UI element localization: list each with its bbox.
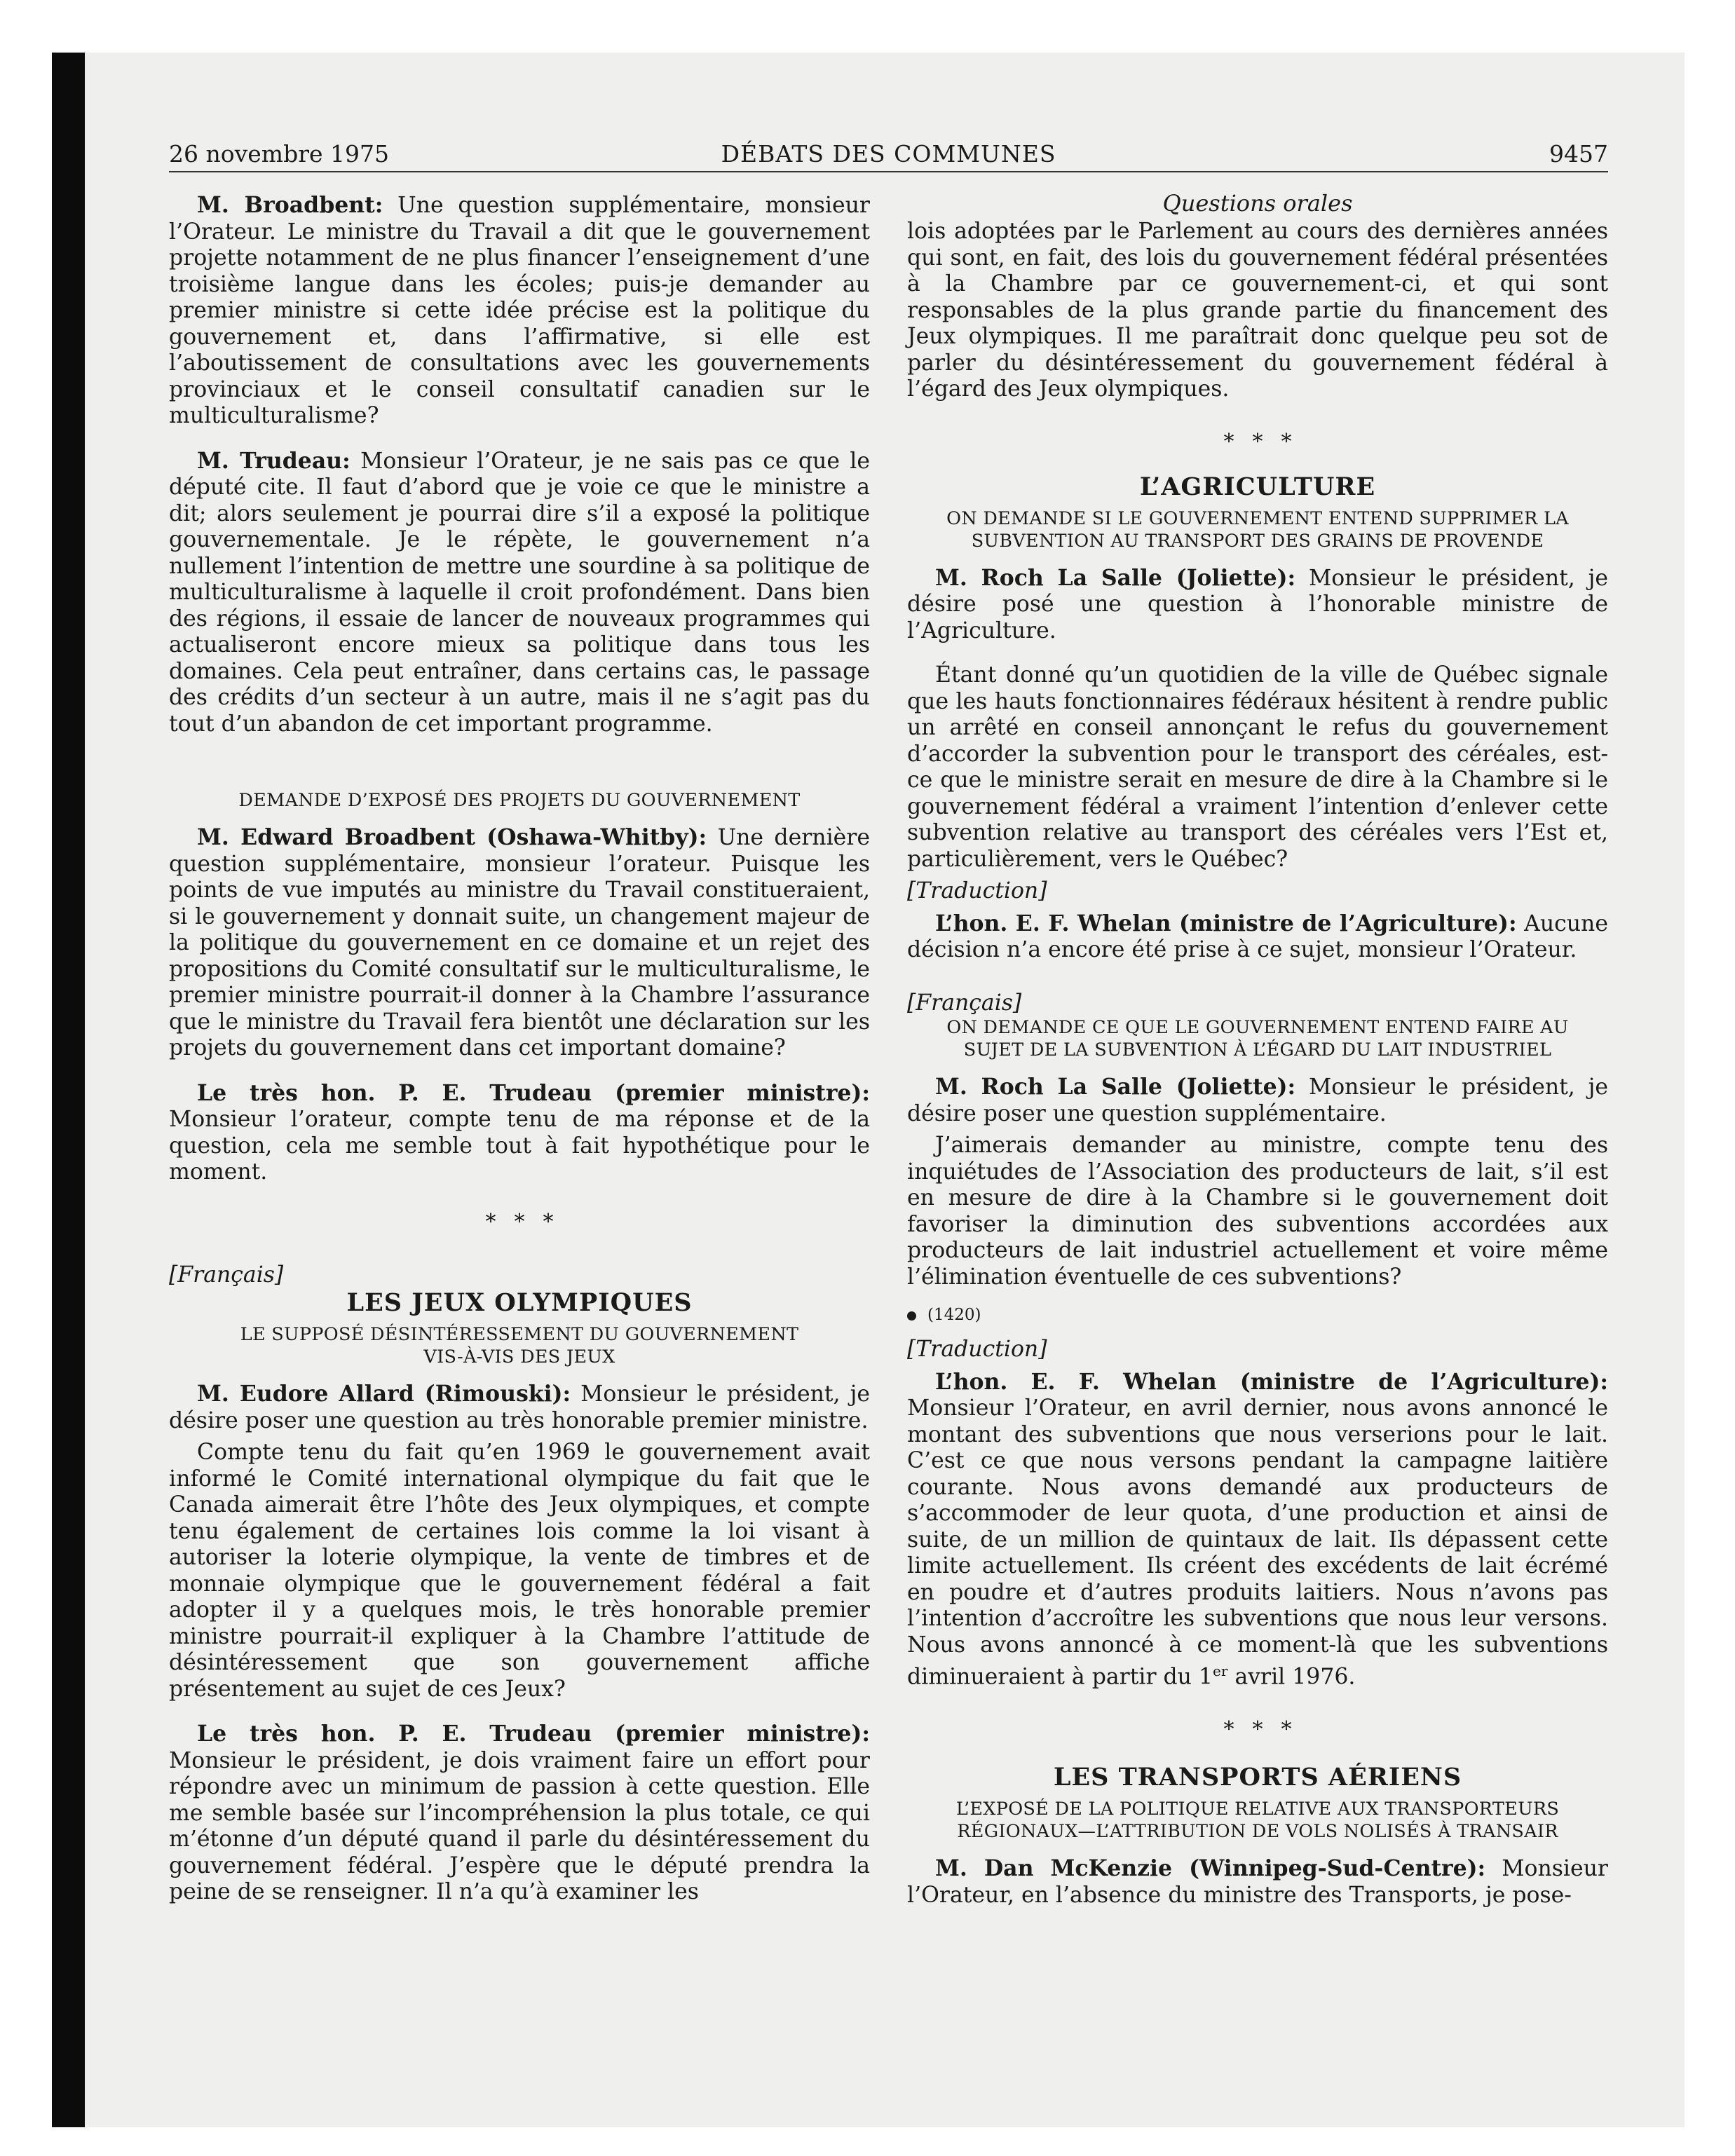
paragraph-text: Monsieur l’Orateur, en avril dernier, nous avons annoncé le montant des subventions que nous verserions pour le lait. C’est ce que nous versons pendant la campagne laitière courante. Nous avons demandé aux producteurs de s’accommoder de leur quota, d’une production et ainsi de suite, de un million de quintaux de lait. Ils dépassent cette limite actuellement. Ils créent des excédents de lait écrémé en poudre et d’autres produits laitiers. Nous n’avons pas l’intention d’accroître les subventions que nous leur versons. Nous avons annoncé à ce moment-là que les subventions diminueraient à partir du 1 <box>907 1396 1608 1690</box>
paragraph <box>169 448 870 738</box>
running-section-title: Questions orales <box>1162 190 1353 217</box>
sub-heading-line: LE SUPPOSÉ DÉSINTÉRESSEMENT DU GOUVERNEMENT <box>240 1324 799 1345</box>
scan-edge-bar <box>52 53 85 2127</box>
sub-heading <box>907 1798 1608 1843</box>
paragraph-text: Monsieur le président, je dois vraiment faire un effort pour répondre avec un minimum de passion à cette question. Elle me semble basée sur l’incompréhension la plus totale, ce qui m’étonne d’un député quand il parle du désintéressement du gouvernement fédéral. J’espère que le député prendra la peine de se renseigner. Il n’a qu’à examiner les <box>169 1747 870 1904</box>
paragraph-text: Une question supplémentaire, monsieur l’Orateur. Le ministre du Travail a dit que le gouvernement projette notamment de ne plus financer l’enseignement d’une troisième langue dans les écoles; puis-je demander au premier ministre si cette idée précise est la politique du gouvernement et, dans l’affirmative, si elle est l’aboutissement de consultations avec les gouvernements provinciaux et le conseil consultatif canadien sur le multiculturalisme? <box>169 193 870 428</box>
paragraph <box>907 1855 1608 1909</box>
speaker-name: M. Roch La Salle (Joliette): <box>935 1074 1296 1100</box>
header-date: 26 novembre 1975 <box>169 140 389 168</box>
speaker-name: L’hon. E. F. Whelan (ministre de l’Agriculture): <box>935 910 1517 936</box>
speaker-name: M. Dan McKenzie (Winnipeg-Sud-Centre): <box>935 1855 1486 1881</box>
paragraph: Étant donné qu’un quotidien de la ville de Québec signale que les hauts fonctionnaires fédéraux hésitent à rendre public un arrêté en conseil annonçant le refus du gouvernement d’accorder la subvention pour le transport des céréales, est-ce que le ministre serait en mesure de dire à la Chambre si le gouvernement fédéral a vraiment l’intention d’enlever cette subvention relative au transport des céréales vers l’Est et, particulièrement, vers le Québec? <box>907 662 1608 872</box>
paragraph-text: Monsieur le président, je désire poser une question supplémentaire. <box>907 1074 1608 1126</box>
paragraph-text: Monsieur le président, je désire posé une question à l’honorable ministre de l’Agriculture. <box>907 565 1608 643</box>
section-heading: LES TRANSPORTS AÉRIENS <box>1053 1763 1462 1792</box>
header-title: DÉBATS DES COMMUNES <box>721 140 1056 168</box>
paragraph-text: Aucune décision n’a encore été prise à ce sujet, monsieur l’Orateur. <box>907 910 1608 962</box>
sub-heading-line: SUBVENTION AU TRANSPORT DES GRAINS DE PROVENDE <box>971 530 1544 552</box>
sub-heading-line: RÉGIONAUX—L’ATTRIBUTION DE VOLS NOLISÉS À TRANSAIR <box>957 1821 1558 1842</box>
paragraph <box>169 192 870 430</box>
time-marker-text: (1420) <box>927 1306 981 1324</box>
paragraph: J’aimerais demander au ministre, compte tenu des inquiétudes de l’Association des producteurs de lait, s’il est en mesure de dire à la Chambre si le gouvernement doit favoriser la diminution des subventions accordées aux producteurs de lait industriel actuellement et voire même l’élimination éventuelle de ces subventions? <box>907 1133 1608 1290</box>
paragraph: lois adoptées par le Parlement au cours des dernières années qui sont, en fait, des lois du gouvernement fédéral présentées à la Chambre par ce gouvernement-ci, et qui sont responsables de la plus grande partie du financement des Jeux olympiques. Il me paraîtrait donc quelque peu sot de parler du désintéressement du gouvernement fédéral à l’égard des Jeux olympiques. <box>907 219 1608 402</box>
language-tag: [Traduction] <box>907 1337 1047 1362</box>
section-separator: *** <box>1223 429 1310 454</box>
section-separator: *** <box>1223 1717 1310 1742</box>
speaker-name: M. Trudeau: <box>197 447 351 474</box>
bullet-icon <box>907 1311 916 1321</box>
header-page-number: 9457 <box>1549 140 1608 168</box>
paragraph-text: Monsieur l’Orateur, en l’absence du ministre des Transports, je pose- <box>907 1856 1608 1908</box>
sub-heading-line: SUJET DE LA SUBVENTION À L’ÉGARD DU LAIT INDUSTRIEL <box>963 1039 1552 1060</box>
speaker-name: M. Eudore Allard (Rimouski): <box>197 1381 571 1407</box>
speaker-name: M. Broadbent: <box>197 192 383 218</box>
sub-heading <box>169 1323 870 1368</box>
paragraph-text: Monsieur le président, je désire poser une question au très honorable premier ministre. <box>169 1381 870 1433</box>
section-separator: *** <box>485 1209 572 1234</box>
language-tag: [Français] <box>907 990 1022 1016</box>
paragraph <box>169 1080 870 1186</box>
language-tag: [Traduction] <box>907 878 1047 903</box>
speaker-name: L’hon. E. F. Whelan (ministre de l’Agriculture): <box>935 1368 1608 1395</box>
paragraph <box>169 1381 870 1434</box>
running-header <box>169 136 1608 172</box>
section-heading: LES JEUX OLYMPIQUES <box>346 1288 693 1317</box>
superscript: er <box>1213 1663 1228 1679</box>
paragraph-text: avril 1976. <box>1227 1664 1356 1690</box>
sub-heading-line: VIS-À-VIS DES JEUX <box>423 1346 615 1367</box>
speaker-name: M. Edward Broadbent (Oshawa-Whitby): <box>197 824 707 850</box>
paragraph-text: Monsieur l’Orateur, je ne sais pas ce que le député cite. Il faut d’abord que je voie ce que le ministre a dit; alors seulement je pourrai dire s’il a exposé la politique gouvernementale. Je le répète, le gouvernement n’a nullement l’intention de mettre une sourdine à sa politique de multiculturalisme à laquelle il croit profondément. Dans bien des régions, il essaie de lancer de nouveaux programmes qui actualiseront encore mieux sa politique dans tous les domaines. Cela peut entraîner, dans certains cas, le passage des crédits d’un secteur à un autre, mais il ne s’agit pas du tout d’un abandon de cet important programme. <box>169 448 870 737</box>
paragraph <box>907 1369 1608 1691</box>
sub-heading-line: ON DEMANDE SI LE GOUVERNEMENT ENTEND SUPPRIMER LA <box>946 507 1569 529</box>
section-heading: L’AGRICULTURE <box>1139 472 1376 501</box>
sub-heading: DEMANDE D’EXPOSÉ DES PROJETS DU GOUVERNEMENT <box>238 790 801 811</box>
paragraph-text: Monsieur l’orateur, compte tenu de ma réponse et de la question, cela me semble tout à fait hypothétique pour le moment. <box>169 1107 870 1185</box>
speaker-name: Le très hon. P. E. Trudeau (premier ministre): <box>197 1079 870 1106</box>
paragraph-text: Une dernière question supplémentaire, monsieur l’orateur. Puisque les points de vue imputés au ministre du Travail constitueraient, si le gouvernement y donnait suite, un changement majeur de la politique du gouvernement en ce domaine et un rejet des propositions du Comité consultatif sur le multiculturalisme, le premier ministre pourrait-il donner à la Chambre l’assurance que le ministre du Travail fera bientôt une déclaration sur les projets du gouvernement dans cet important domaine? <box>169 825 870 1060</box>
speaker-name: Le très hon. P. E. Trudeau (premier ministre): <box>197 1721 870 1747</box>
sub-heading-line: L’EXPOSÉ DE LA POLITIQUE RELATIVE AUX TRANSPORTEURS <box>955 1799 1560 1820</box>
time-marker <box>907 1303 1608 1327</box>
sub-heading <box>907 1016 1608 1061</box>
language-tag: [Français] <box>169 1262 284 1288</box>
sub-heading <box>907 507 1608 552</box>
paragraph <box>169 1721 870 1906</box>
paragraph <box>907 1074 1608 1127</box>
paragraph <box>907 565 1608 645</box>
left-column <box>169 192 870 1906</box>
speaker-name: M. Roch La Salle (Joliette): <box>935 564 1296 591</box>
paragraph <box>907 910 1608 964</box>
paragraph: Compte tenu du fait qu’en 1969 le gouvernement avait informé le Comité international olympique du fait que le Canada aimerait être l’hôte des Jeux olympiques, et compte tenu également de certaines lois comme la loi visant à autoriser la loterie olympique, la vente de timbres et de monnaie olympique que le gouvernement fédéral a fait adopter il y a quelques mois, le très honorable premier ministre pourrait-il expliquer à la Chambre l’attitude de désintéressement que son gouvernement affiche présentement au sujet de ces Jeux? <box>169 1440 870 1702</box>
right-column <box>907 191 1608 1909</box>
paragraph <box>169 824 870 1062</box>
sub-heading-line: ON DEMANDE CE QUE LE GOUVERNEMENT ENTEND FAIRE AU <box>946 1017 1569 1038</box>
